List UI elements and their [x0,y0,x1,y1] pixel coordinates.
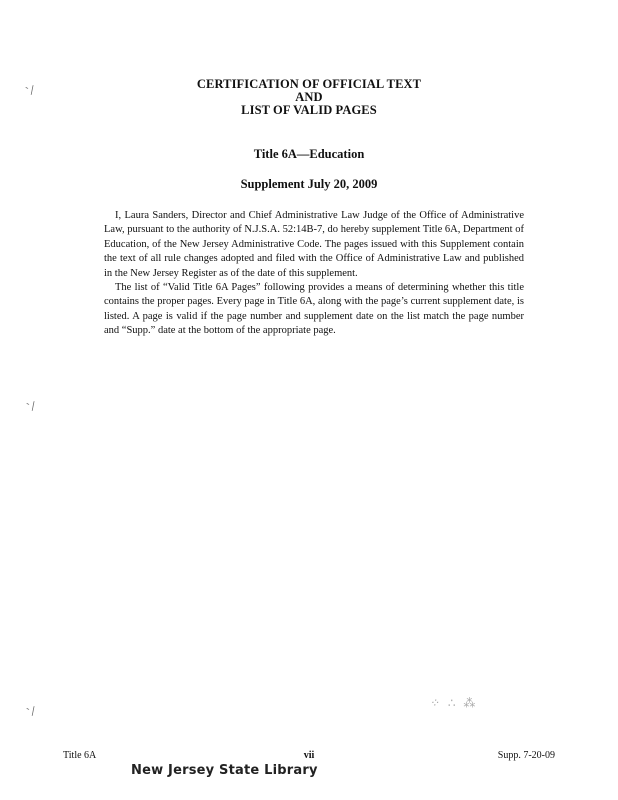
valid-pages-paragraph: The list of “Valid Title 6A Pages” following provides a means of determining whether this title contains the proper pages. Every page in Title 6A, along with the page’s current supplement date, is listed. A page is valid if the page number and supplement date on the list match the page number and “Supp.” date at the bottom of the appropriate page. [104,282,524,337]
title-line-2: AND [295,90,323,104]
margin-hole-mark: `⁄ [24,400,37,415]
margin-hole-mark: `⁄ [24,705,37,720]
title-line-3: LIST OF VALID PAGES [241,103,377,117]
supplement-heading: Supplement July 20, 2009 [240,177,378,191]
certification-title [0,78,618,117]
title-line-1: CERTIFICATION OF OFFICIAL TEXT [196,77,422,91]
footer-page-number: vii [303,750,315,761]
margin-hole-mark: `⁄ [23,84,36,99]
title-heading: Title 6A—Education [253,147,365,161]
faint-handwriting-mark: ⁘ ∴ ⁂ [430,696,478,710]
footer-supplement-date: Supp. 7-20-09 [497,750,555,761]
footer-title: Title 6A [63,750,97,761]
certification-paragraph: I, Laura Sanders, Director and Chief Administrative Law Judge of the Office of Administrative Law, pursuant to the authority of N.J.S.A. 52:14B-7, do hereby supplement Title 6A, Department of Education, of the New Jersey Administrative Code. The pages issued with this Supplement contain the text of all rule changes adopted and filed with the Office of Administrative Law and published in the New Jersey Register as of the date of this supplement. [104,210,524,279]
library-stamp: New Jersey State Library [131,763,318,778]
